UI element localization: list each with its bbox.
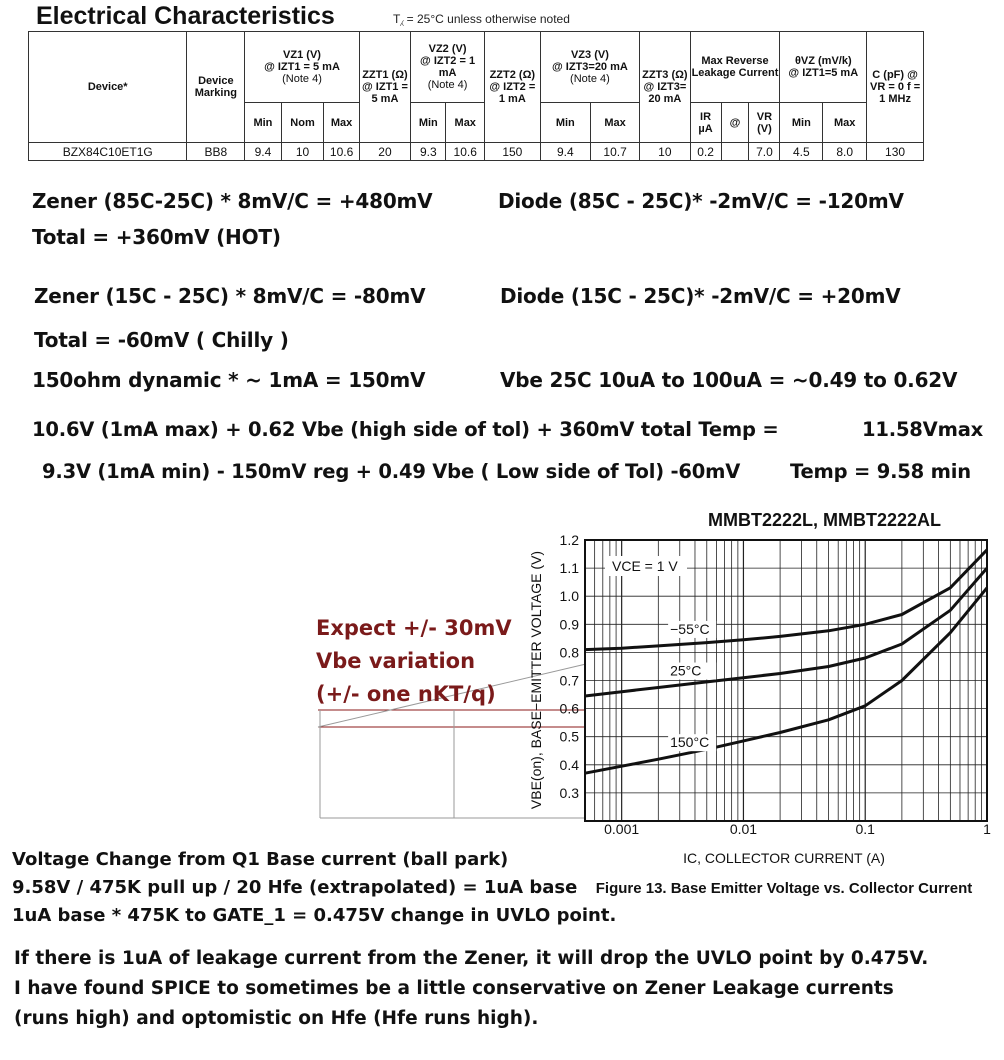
series-label: −55°C: [670, 620, 710, 637]
theta-header: θVZ (mV/k) @ IZT1=5 mA: [780, 32, 867, 103]
vz2-max-header: Max: [446, 103, 485, 143]
vz2-max-cell: 10.6: [446, 143, 485, 161]
theta-max-header: Max: [823, 103, 867, 143]
note-line-2: I have found SPICE to sometimes be a little conservative on Zener Leakage currents: [14, 978, 894, 999]
zzt2-header: ZZT2 (Ω) @ IZT2 = 1 mA: [485, 32, 541, 143]
vbe-range-line: Vbe 25C 10uA to 100uA = ~0.49 to 0.62V: [500, 368, 958, 392]
vz3-header: VZ3 (V) @ IZT3=20 mA (Note 4): [540, 32, 640, 103]
series-label: 150°C: [670, 734, 710, 751]
voltage-change-block: [12, 846, 616, 930]
y-tick-label: 0.4: [559, 756, 579, 773]
vz3-max-header: Max: [590, 103, 639, 143]
annotation-line-1: Expect +/- 30mV: [316, 616, 512, 640]
y-tick-label: 0.8: [559, 644, 579, 661]
leakage-notes: [14, 944, 928, 1034]
chart-grid: [585, 540, 987, 821]
y-tick-label: 0.6: [559, 700, 579, 717]
theta-min-header: Min: [780, 103, 823, 143]
section-title: Electrical Characteristics: [36, 2, 335, 30]
vr-header: VR (V): [749, 103, 780, 143]
x-axis-label: IC, COLLECTOR CURRENT (A): [683, 850, 885, 866]
annotation-line-3: (+/- one nKT/q): [316, 682, 496, 706]
max-calc-line: 10.6V (1mA max) + 0.62 Vbe (high side of tol) + 360mV total Temp =: [32, 418, 779, 441]
vz2-min-cell: 9.3: [411, 143, 446, 161]
curve-25c: [585, 568, 987, 696]
y-tick-label: 0.9: [559, 616, 579, 633]
vz1-header: VZ1 (V) @ IZT1 = 5 mA (Note 4): [245, 32, 360, 103]
chart-curves: [585, 550, 987, 773]
vz3-min-header: Min: [540, 103, 590, 143]
min-result: Temp = 9.58 min: [790, 460, 971, 483]
x-tick-label: 0.01: [729, 821, 758, 837]
note-line-3: (runs high) and optomistic on Hfe (Hfe runs high).: [14, 1008, 539, 1029]
vbe-variation-annotation: [316, 612, 512, 711]
vz1-nom-cell: 10: [281, 143, 324, 161]
capacitance-header: C (pF) @ VR = 0 f = 1 MHz: [867, 32, 924, 143]
marking-header: Device Marking: [187, 32, 245, 143]
y-tick-label: 0.5: [559, 728, 579, 745]
x-tick-label: 1: [983, 821, 991, 837]
zzt1-cell: 20: [359, 143, 410, 161]
y-tick-label: 0.3: [559, 784, 579, 801]
marking-cell: BB8: [187, 143, 245, 161]
x-tick-label: 0.001: [604, 821, 640, 837]
theta-max-cell: 8.0: [823, 143, 867, 161]
device-header: Device*: [29, 32, 187, 143]
y-axis-label: VBE(on), BASE−EMITTER VOLTAGE (V): [528, 550, 544, 810]
zzt3-header: ZZT3 (Ω) @ IZT3= 20 mA: [640, 32, 690, 143]
condition-label: VCE = 1 V: [612, 558, 678, 574]
vr-cell: 7.0: [749, 143, 780, 161]
at-header: @: [721, 103, 749, 143]
voltage-change-line-1: Voltage Change from Q1 Base current (ball park): [12, 849, 509, 870]
y-tick-label: 0.7: [559, 672, 579, 689]
device-cell: BZX84C10ET1G: [29, 143, 187, 161]
ir-cell: 0.2: [690, 143, 721, 161]
voltage-change-line-2: 9.58V / 475K pull up / 20 Hfe (extrapolated) = 1uA base: [12, 877, 578, 898]
ir-header: IR µA: [690, 103, 721, 143]
theta-min-cell: 4.5: [780, 143, 823, 161]
zzt1-header: ZZT1 (Ω) @ IZT1 = 5 mA: [359, 32, 410, 143]
vz2-min-header: Min: [411, 103, 446, 143]
cold-zener-line: Zener (15C - 25C) * 8mV/C = -80mV: [34, 284, 426, 308]
chart-x-ticks: [604, 821, 991, 837]
vz1-max-cell: 10.6: [324, 143, 359, 161]
note-line-1: If there is 1uA of leakage current from the Zener, it will drop the UVLO point by 0.475V.: [14, 948, 929, 969]
hot-zener-line: Zener (85C-25C) * 8mV/C = +480mV: [32, 189, 433, 213]
zzt3-cell: 10: [640, 143, 690, 161]
zzt2-cell: 150: [485, 143, 541, 161]
test-condition-note: T⁁ = 25°C unless otherwise noted: [393, 12, 570, 26]
x-tick-label: 0.1: [855, 821, 875, 837]
dynamic-line: 150ohm dynamic * ~ 1mA = 150mV: [32, 368, 426, 392]
vz3-max-cell: 10.7: [590, 143, 639, 161]
series-label: 25°C: [670, 662, 702, 679]
leakage-header: Max Reverse Leakage Current: [690, 32, 780, 103]
voltage-change-line-3: 1uA base * 475K to GATE_1 = 0.475V change in UVLO point.: [12, 905, 617, 926]
vz3-min-cell: 9.4: [540, 143, 590, 161]
figure-caption: Figure 13. Base Emitter Voltage vs. Collector Current: [595, 880, 973, 897]
y-tick-label: 1.2: [559, 532, 579, 548]
cold-diode-line: Diode (15C - 25C)* -2mV/C = +20mV: [500, 284, 901, 308]
hot-diode-line: Diode (85C - 25C)* -2mV/C = -120mV: [498, 189, 904, 213]
y-tick-label: 1.0: [559, 588, 579, 605]
annotation-line-2: Vbe variation: [316, 649, 476, 673]
y-tick-label: 1.1: [559, 560, 579, 577]
chart-part-title: MMBT2222L, MMBT2222AL: [708, 510, 942, 530]
capacitance-cell: 130: [867, 143, 924, 161]
hot-total-line: Total = +360mV (HOT): [32, 225, 281, 249]
vz2-header: VZ2 (V) @ IZT2 = 1 mA (Note 4): [411, 32, 485, 103]
cold-total-line: Total = -60mV ( Chilly ): [34, 328, 289, 352]
vz1-min-cell: 9.4: [245, 143, 281, 161]
vz1-min-header: Min: [245, 103, 281, 143]
vz1-max-header: Max: [324, 103, 359, 143]
vz1-nom-header: Nom: [281, 103, 324, 143]
min-calc-line: 9.3V (1mA min) - 150mV reg + 0.49 Vbe ( Low side of Tol) -60mV: [42, 460, 741, 483]
max-result: 11.58Vmax: [862, 418, 984, 441]
